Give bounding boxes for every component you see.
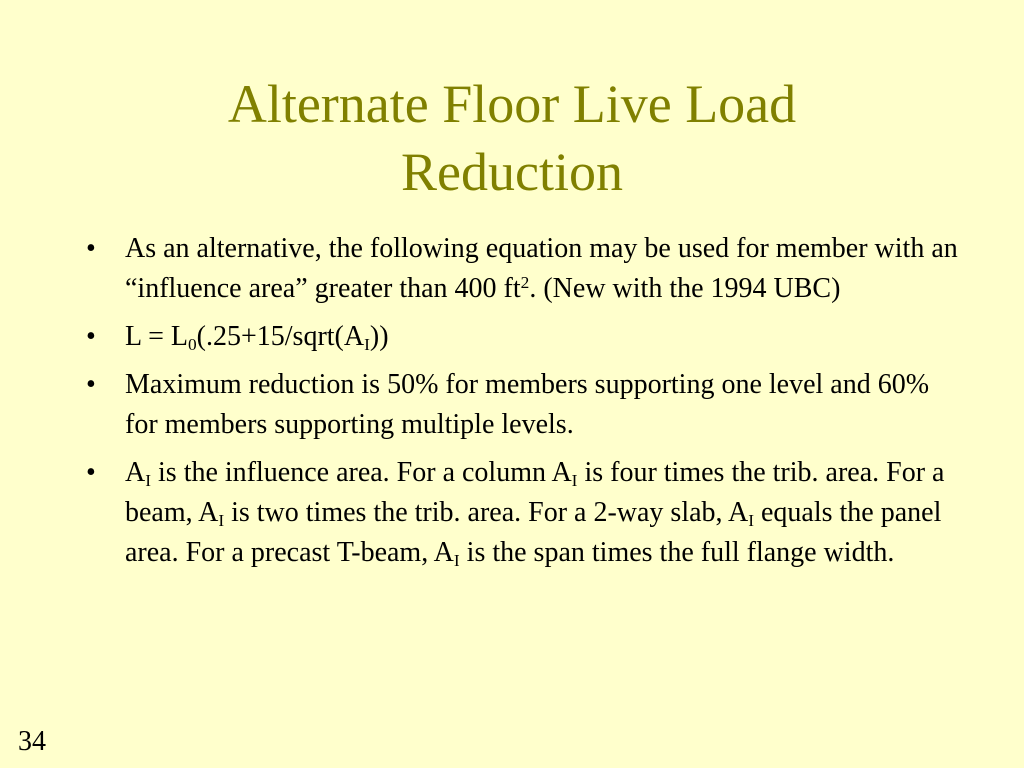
bullet-list	[86, 229, 966, 581]
bullet-item-maximum-reduction	[86, 365, 966, 445]
bullet-item-influence-area	[86, 229, 966, 309]
bullet-dot-icon: •	[86, 457, 96, 488]
slide-title-line-1: Alternate Floor Live Load	[227, 74, 797, 134]
subscript-i: I	[218, 511, 225, 531]
bullet-dot-icon: •	[86, 233, 96, 264]
bullet-text: As an alternative, the following equation may be used for member with an “influence area” greater than 400 ft	[125, 233, 958, 304]
bullet-text: is four times the trib. area. For a beam, A	[125, 457, 945, 528]
slide-title	[60, 70, 964, 206]
page-number: 34	[18, 726, 46, 757]
bullet-text: is the span times the full flange width.	[459, 537, 895, 568]
bullet-dot-icon: •	[86, 321, 96, 352]
subscript-i: I	[571, 471, 578, 491]
bullet-text: equals the panel area. For a precast T-beam, A	[125, 497, 942, 568]
bullet-text: Maximum reduction is 50% for members supporting one level and 60% for members supporting multiple levels.	[125, 369, 930, 440]
subscript-i: I	[453, 551, 460, 571]
bullet-text: . (New with the 1994 UBC)	[529, 273, 841, 304]
subscript-i: I	[748, 511, 754, 531]
bullet-text: A	[125, 457, 146, 488]
bullet-text: is two times the trib. area. For a 2-way slab, A	[224, 497, 749, 528]
slide-title-line-2: Reduction	[401, 142, 623, 202]
superscript-2: 2	[520, 273, 530, 293]
subscript-0: 0	[187, 335, 197, 355]
equation-text: ))	[369, 321, 389, 352]
subscript-i: I	[145, 471, 152, 491]
subscript-i: I	[364, 335, 370, 355]
equation-text: (.25+15/sqrt(A	[196, 321, 365, 352]
bullet-text: is the influence area. For a column A	[151, 457, 572, 488]
bullet-dot-icon: •	[86, 369, 96, 400]
bullet-item-equation	[86, 317, 966, 357]
equation-text: L = L	[125, 321, 188, 352]
bullet-item-influence-definition	[86, 453, 966, 573]
